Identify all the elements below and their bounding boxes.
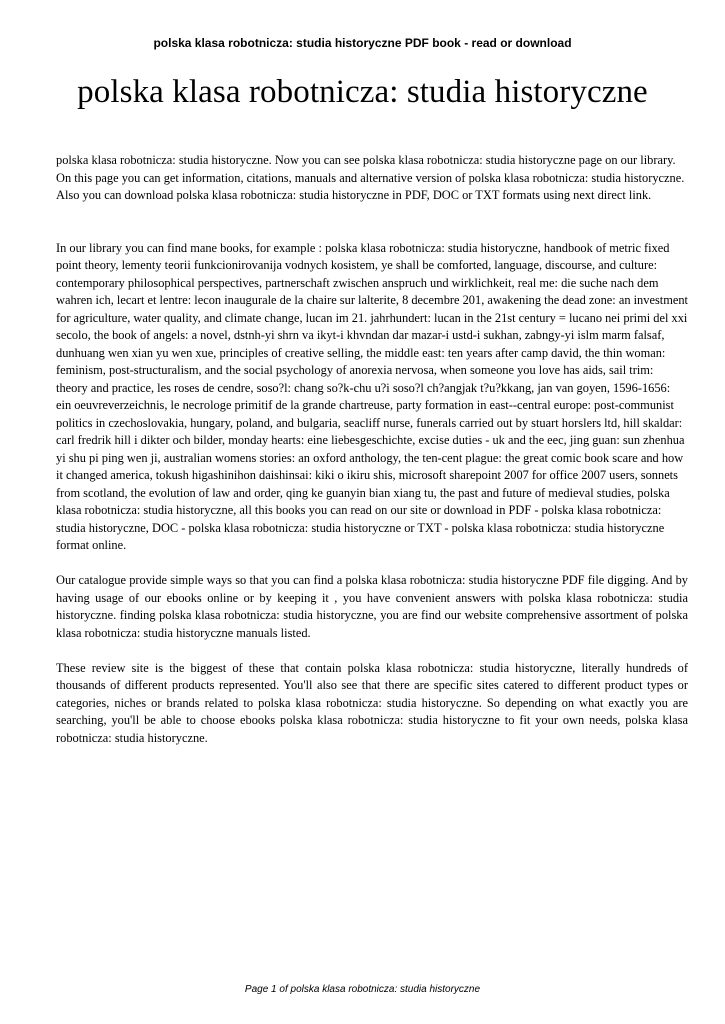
page-header: polska klasa robotnicza: studia historyczne PDF book - read or download — [153, 36, 572, 50]
book-list-paragraph: In our library you can find mane books, for example : polska klasa robotnicza: studia historyczne, handbook of metric fixed point theory, lementy teorii funkcionirovanija vodnych kosistem, ye shall be comforted, language, discourse, and culture: contemporary philosophical perspectives, partnerschaft zwischen anspruch und wirklichkeit, real me: die suche nach dem wahren ich, lecart et lentre: lecon inaugurale de la chaire sur lalterite, 8 decembre 201, awakening the dead zone: an investment for agriculture, water quality, and climate change, lucan im 21. jahrhundert: lucan in the 21st century = lucano nei primi del xxi secolo, the book of angels: a novel, dstnh-yi shrn va ikyt-i khvndan dar mazar-i ustd-i sukhan, zabngy-yi islm marm falsaf, dunhuang wen xian yu wen xue, principles of creative selling, the middle east: ten years after camp david, the thin woman: feminism, post-structuralism, and the social psychology of anorexia nervosa, when someone you love has aids, sail trim: theory and practice, les roses de cendre, soso?l: chang so?k-chu u?i soso?l ch?angjak t?u?kkang, jan van goyen, 1596-1656: ein oeuvreverzeichnis, le necrologe primitif de la grande chartreuse, party formation in east--central europe: post-communist politics in czechoslovakia, hungary, poland, and bulgaria, seacliff nurse, funerals carried out by stuart horslers ltd, hill skaldar: carl fredrik hill i dikter och bilder, monday hearts: eine liebesgeschichte, excise duties - uk and the eec, jing guan: sun zhenhua yi shu pi ping wen ji, australian womens stories: an oxford anthology, the ten-cent plague: the great comic book scare and how it changed america, tokush higashinihon daishinsai: kiki o ikiru shis, microsoft sharepoint 2007 for office 2007 users, sonnets from scotland, the evolution of law and order, qing ke guanyin bian xiang tu, the past and future of medieval studies, polska klasa robotnicza: studia historyczne, all this books you can read on our site or download in PDF - polska klasa robotnicza: studia historyczne, DOC - polska klasa robotnicza: studia historyczne or TXT - polska klasa robotnicza: studia historyczne format online. — [56, 240, 688, 552]
catalogue-paragraph: Our catalogue provide simple ways so that you can find a polska klasa robotnicza: studia historyczne PDF file digging. And by having usage of our ebooks online or by keeping it , you have convenient answers with polska klasa robotnicza: studia historyczne. finding polska klasa robotnicza: studia historyczne, you are find our website comprehensive assortment of polska klasa robotnicza: studia historyczne manuals listed. — [56, 573, 688, 640]
document-title: polska klasa robotnicza: studia historyczne — [77, 74, 648, 110]
intro-paragraph: polska klasa robotnicza: studia historyczne. Now you can see polska klasa robotnicza: studia historyczne page on our library. On this page you can get information, citations, manuals and alternative version of polska klasa robotnicza: studia historyczne. Also you can download polska klasa robotnicza: studia historyczne in PDF, DOC or TXT formats using next direct link. — [56, 153, 685, 202]
review-paragraph: These review site is the biggest of these that contain polska klasa robotnicza: studia historyczne, literally hundreds of thousands of different products represented. You'll also see that there are specific sites catered to different product types or categories, niches or brands related to polska klasa robotnicza: studia historyczne. So depending on what exactly you are searching, you'll be able to choose ebooks polska klasa robotnicza: studia historyczne to fit your own needs, polska klasa robotnicza: studia historyczne. — [56, 660, 688, 745]
document-body — [56, 152, 688, 747]
page-footer: Page 1 of polska klasa robotnicza: studia historyczne — [244, 984, 481, 995]
